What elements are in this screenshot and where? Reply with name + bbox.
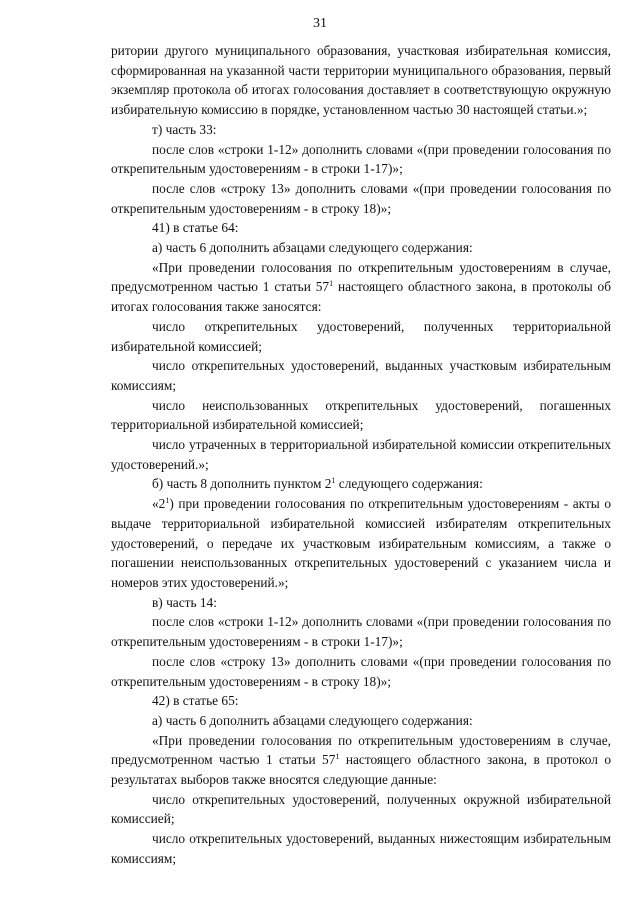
superscript-index: 1: [331, 476, 336, 486]
paragraph: после слов «строку 13» дополнить словами «(при проведении голосования по открепительным удостоверениям - в строку 18)»;: [111, 653, 611, 689]
document-body: [111, 41, 611, 869]
paragraph: а) часть 6 дополнить абзацами следующего содержания:: [152, 240, 473, 256]
paragraph: после слов «строки 1-12» дополнить словами «(при проведении голосования по открепительным удостоверениям - в строки 1-17)»;: [111, 614, 611, 650]
paragraph: число открепительных удостоверений, выданных нижестоящим избирательным комиссиям;: [111, 831, 611, 866]
paragraph: число утраченных в территориальной избирательной комиссии открепительных удостоверений.»;: [111, 437, 611, 472]
paragraph: «При проведении голосования по открепительным удостоверениям в случае, предусмотренном частью 1 статьи $57^1$ настоящего областного закона, в протоколы об итогах голосования также заносятся:: [111, 259, 611, 315]
paragraph: после слов «строки 1-12» дополнить словами «(при проведении голосования по открепительным удостоверениям - в строки 1-17)»;: [111, 141, 611, 177]
superscript-index: 1: [329, 279, 334, 289]
paragraph: «При проведении голосования по открепительным удостоверениям в случае, предусмотренном частью 1 статьи $57^1$ настоящего областного закона, в протокол о результатах выборов также вносятся следующие данные:: [111, 732, 612, 788]
paragraph: б) часть 8 дополнить пунктом $2^1$ следующего содержания:: [152, 476, 483, 492]
paragraph: число открепительных удостоверений, выданных участковым избирательным комиссиям;: [111, 358, 611, 393]
paragraph: в) часть 14:: [152, 594, 217, 610]
page-number: 31: [313, 16, 327, 31]
superscript-index: 1: [335, 752, 340, 762]
paragraph: число открепительных удостоверений, полученных территориальной избирательной комиссией;: [111, 318, 611, 354]
paragraph: т) часть 33:: [152, 121, 217, 137]
paragraph: число неиспользованных открепительных удостоверений, погашенных территориальной избирательной комиссией;: [111, 397, 611, 433]
paragraph: число открепительных удостоверений, полученных окружной избирательной комиссией;: [111, 791, 611, 827]
paragraph: «$2^1$) при проведении голосования по открепительным удостоверениям - акты о выдаче территориальной избирательной комиссией избирателям открепительных удостоверений, о передаче их участковым избирательным комиссиям, а также о погашении неиспользованных открепительных удостоверений с указанием числа и номеров этих удостоверений.»;: [111, 495, 611, 590]
superscript-index: 1: [165, 495, 170, 505]
paragraph: а) часть 6 дополнить абзацами следующего содержания:: [152, 712, 473, 728]
paragraph: ритории другого муниципального образования, участковая избирательная комиссия, сформированная на указанной части территории муниципального образования, первый экземпляр протокола об итогах голосования доставляет в соответствующую окружную избирательную комиссию в порядке, установленном частью 30 настоящей статьи.»;: [111, 43, 611, 118]
paragraph: после слов «строку 13» дополнить словами «(при проведении голосования по открепительным удостоверениям - в строку 18)»;: [111, 180, 611, 216]
paragraph: 41) в статье 64:: [152, 220, 239, 236]
paragraph: 42) в статье 65:: [152, 693, 239, 709]
